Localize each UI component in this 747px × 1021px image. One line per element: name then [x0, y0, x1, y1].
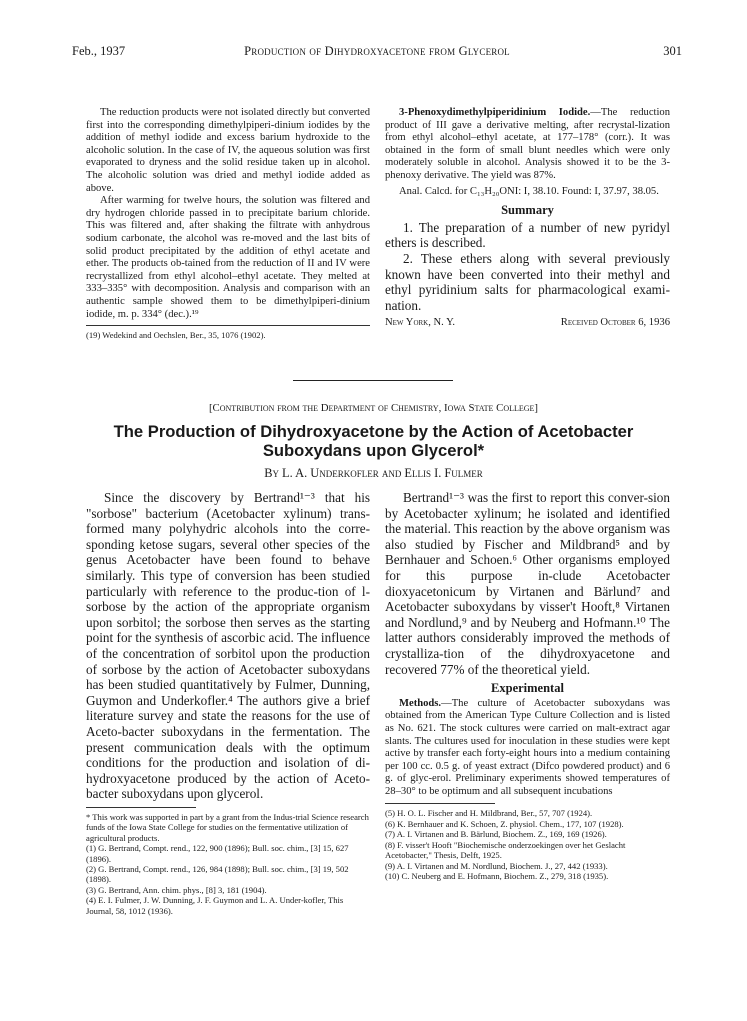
- footnote-divider: [385, 803, 495, 804]
- subsection-heading: Methods.: [399, 697, 442, 709]
- footnote-divider: [86, 325, 370, 326]
- experimental-heading: Experimental: [491, 681, 564, 696]
- footnote: (9) A. I. Virtanen and M. Nordlund, Biochem. J., 27, 442 (1933).: [385, 860, 608, 871]
- footnote: (2) G. Bertrand, Compt. rend., 126, 984 (1898); Bull. soc. chim., [3] 19, 502 (1898).: [86, 863, 349, 885]
- byline: By L. A. Underkofler and Ellis I. Fulmer: [264, 466, 483, 480]
- footnotes-left: [86, 812, 370, 916]
- footnote: (6) K. Bernhauer and K. Schoen, Z. physiol. Chem., 177, 107 (1928).: [385, 818, 624, 829]
- footnote: (8) F. visser't Hooft "Biochemische onderzoekingen over het Geslacht Acetobacter," Thesis, Delft, 1925.: [385, 839, 626, 861]
- article-left-column: [86, 490, 370, 916]
- footnote: * This work was supported in part by a grant from the Indus-trial Science research funds of the Iowa State College for studies on the fermentative utilization of agricultural products.: [86, 811, 369, 843]
- running-header: [72, 44, 682, 60]
- paragraph: Bertrand¹⁻³ was the first to report this conver-sion by Acetobacter xylinum; he isolated and identified the material. This reaction by the above organism was also studied by Fischer and Mildbrand⁵ and by Bernhauer and Schoen.⁶ Other organisms employed for this purpose in-clude Acetobacter dioxyacetonicum by Virtanen and Bärlund⁷ and Acetobacter suboxydans by visser't Hooft,⁸ Virtanen and Nordlund,⁹ and by Neuberg and Hofmann.¹⁰ The latter authors considerably improved the methods of crystalliza-tion of the dihydroxyacetone and recovered 77% of the theoretical yield.: [385, 490, 670, 677]
- article-right-column: [385, 490, 670, 881]
- sign-off: [385, 317, 670, 330]
- footnotes-right: [385, 808, 670, 881]
- footnote: (1) G. Bertrand, Compt. rend., 122, 900 (1896); Bull. soc. chim., [3] 15, 627 (1896).: [86, 843, 349, 864]
- header-date: Feb., 1937: [72, 44, 126, 58]
- footnote-divider: [86, 807, 196, 808]
- footnote: (3) G. Bertrand, Ann. chim. phys., [8] 3, 181 (1904).: [86, 884, 267, 895]
- summary-heading: Summary: [501, 203, 554, 218]
- article-divider: [293, 380, 453, 381]
- prev-article-left-column: [86, 107, 370, 341]
- place-line: New York, N. Y.: [385, 317, 456, 329]
- footnote: (19) Wedekind and Oechslen, Ber., 35, 1076 (1902).: [86, 330, 266, 341]
- paragraph: After warming for twelve hours, the solution was filtered and dry hydrogen chloride passed in to precipitate barium chloride. This was filtered and, after shaking the filtrate with anhydrous sodium carbonate, the alcohol was re-moved and the last bits of solid product precipitated by the addition of ethyl acetate and ether. The products ob-tained from the reduction of II and IV were recrystallized from ethyl alcohol–ethyl acetate. They melted at 333–335° with decomposition. Analysis and comparison with an authentic sample showed them to be dimethylpiperi-dinium iodide, m. p. 334° (dec.).¹⁹: [86, 195, 370, 320]
- header-page-number: 301: [663, 44, 682, 58]
- paragraph: Since the discovery by Bertrand¹⁻³ that his "sorbose" bacterium (Acetobacter xylinum) trans-formed many polyhydric alcohols into the corre-sponding ketose sugars, several other species of the genus Acetobacter have been found to behave similarly. This type of conversion has been studied particularly with reference to the produc-tion of l-sorbose by the action of the appropriate organism upon sorbitol; the sorbose then serves as the starting point for the synthesis of ascorbic acid. The influence of the concentration of sorbitol upon the production of sorbose by the action of Acetobacter suboxydans has been studied quantitatively by Fulmer, Dunning, Guymon and Underkofler.⁴ The authors give a brief literature survey and state the reasons for the use of Aceto-bacter suboxydans in the fermentation. The present communication deals with the optimum conditions for the production and isolation of di-hydroxyacetone produced by the action of Aceto-bacter suboxydans upon glycerol.: [86, 490, 370, 802]
- prev-article-right-column: [385, 107, 670, 330]
- footnote: (5) H. O. L. Fischer and H. Mildbrand, Ber., 57, 707 (1924).: [385, 808, 593, 819]
- footnote: (10) C. Neuberg and E. Hofmann, Biochem. Z., 279, 318 (1935).: [385, 870, 609, 881]
- footnote: (4) E. I. Fulmer, J. W. Dunning, J. F. Guymon and L. A. Under-kofler, This Journal, 58, 1012 (1936).: [86, 895, 344, 916]
- contribution-line: [Contribution from the Department of Chemistry, Iowa State College]: [208, 402, 539, 414]
- analysis-line: Anal. Calcd. for C₁₃H₂₀ONI: I, 38.10. Found: I, 37.97, 38.05.: [399, 185, 659, 197]
- paragraph: —The reduction product of III gave a derivative melting, after recrystal-lization from ethyl alcohol–ethyl acetate, at 177–178° (corr.). It was obtained in the form of small blunt needles which were only moderately soluble in alcohol. Analysis showed it to be the 3-phenoxy derivative. The yield was 87%.: [385, 107, 670, 181]
- received-line: Received October 6, 1936: [560, 317, 670, 329]
- article-title: The Production of Dihydroxyacetone by the Action of Acetobacter Suboxydans upon Glycerol*: [113, 422, 634, 460]
- paragraph: —The culture of Acetobacter suboxydans was obtained from the American Type Culture Collection and is listed as No. 621. The stock cultures were carried on malt-extract agar slants. The cultures used for inoculation in these studies were kept active by transfer each forty-eight hours into a medium containing per 100 cc. 0.5 g. of yeast extract (Difco powdered product) and 6 g. of glyc-erol. Preliminary experiments showed temperatures of 28–30° to be optimum and all subsequent incubations: [385, 697, 670, 797]
- summary-item: 2. These ethers along with several previously known have been converted into their methyl and ethyl pyridinium salts for pharmacological exami-nation.: [385, 250, 670, 313]
- summary-item: 1. The preparation of a number of new pyridyl ethers is described.: [385, 219, 670, 251]
- footnote: (7) A. I. Virtanen and B. Bärlund, Biochem. Z., 169, 169 (1926).: [385, 829, 607, 840]
- paragraph: The reduction products were not isolated directly but converted first into the corresponding dimethylpiperi-dinium iodides by the addition of methyl iodide and excess barium hydroxide to the alcoholic solution. In the case of IV, the aqueous solution was first evaporated to dryness and the solid residue taken up in alcohol. The alcoholic solution was dried and methyl iodide added as above.: [86, 107, 370, 194]
- header-running-title: Production of Dihydroxyacetone from Glycerol: [244, 44, 510, 58]
- subsection-heading: 3-Phenoxydimethylpiperidinium Iodide.: [399, 107, 591, 118]
